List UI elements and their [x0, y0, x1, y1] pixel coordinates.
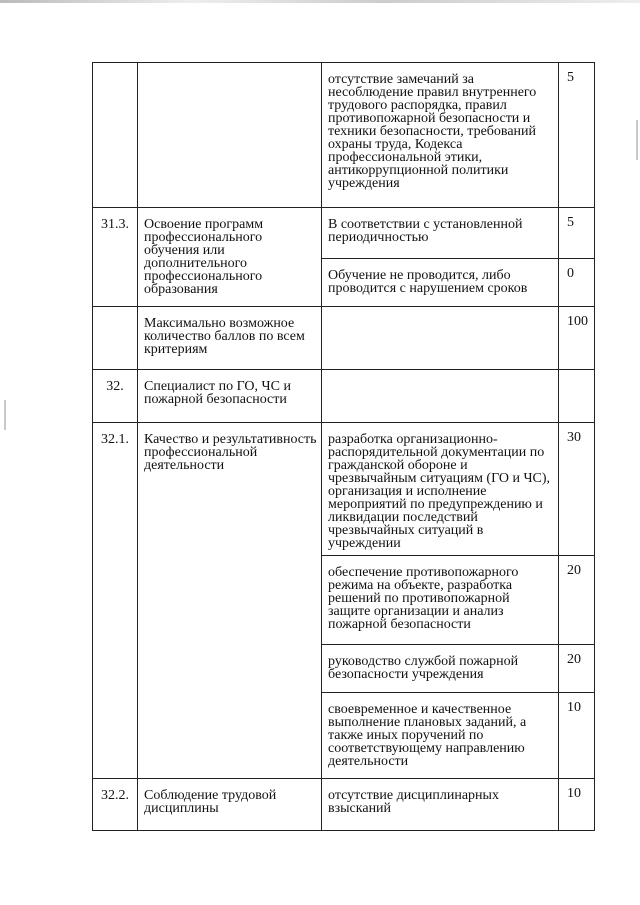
indicator-text: руководство службой пожарной безопасности учреждения — [322, 645, 559, 693]
criterion-name: Максимально возможное количество баллов по всем критериям — [138, 307, 322, 370]
indicator-text: отсутствие дисциплинарных взысканий — [322, 779, 559, 831]
score-cell: 30 — [559, 423, 595, 556]
table-row — [93, 208, 595, 259]
row-number: 32.2. — [93, 779, 138, 831]
criterion-name: Специалист по ГО, ЧС и пожарной безопасности — [138, 370, 322, 423]
scan-top-edge — [0, 0, 640, 3]
row-number: 32.1. — [93, 423, 138, 779]
scan-edge-mark — [4, 400, 6, 430]
criterion-name: Освоение программ профессионального обучения или дополнительного профессионального образования — [138, 208, 322, 307]
indicator-text: В соответствии с установленной периодичностью — [322, 208, 559, 259]
table-row — [93, 423, 595, 556]
score-cell: 10 — [559, 693, 595, 779]
row-number: 31.3. — [93, 208, 138, 307]
score-cell: 100 — [559, 307, 595, 370]
score-cell: 5 — [559, 63, 595, 208]
indicator-text: отсутствие замечаний за несоблюдение правил внутреннего трудового распорядка, правил противопожарной безопасности и техники безопасности, требований охраны труда, Кодекса профессиональной этики, антикоррупционной политики учреждения — [322, 63, 559, 208]
table-row — [93, 63, 595, 208]
table-row — [93, 307, 595, 370]
criterion-name — [138, 63, 322, 208]
indicator-text — [322, 307, 559, 370]
criterion-name: Соблюдение трудовой дисциплины — [138, 779, 322, 831]
scan-edge-mark — [636, 120, 638, 160]
criterion-name: Качество и результативность профессиональной деятельности — [138, 423, 322, 779]
score-cell: 10 — [559, 779, 595, 831]
indicator-text: обеспечение противопожарного режима на объекте, разработка решений по противопожарной защите организации и анализ пожарной безопасности — [322, 556, 559, 645]
indicator-text: Обучение не проводится, либо проводится с нарушением сроков — [322, 259, 559, 307]
score-cell: 20 — [559, 645, 595, 693]
row-number: 32. — [93, 370, 138, 423]
indicator-text: разработка организационно-распорядительной документации по гражданской обороне и чрезвычайным ситуациям (ГО и ЧС), организация и исполнение мероприятий по предупреждению и ликвидации последствий чрезвычайных ситуаций в учреждении — [322, 423, 559, 556]
indicator-text: своевременное и качественное выполнение плановых заданий, а также иных поручений по соответствующему направлению деятельности — [322, 693, 559, 779]
score-cell: 0 — [559, 259, 595, 307]
score-cell: 20 — [559, 556, 595, 645]
table-row — [93, 370, 595, 423]
row-number — [93, 63, 138, 208]
score-cell — [559, 370, 595, 423]
score-cell: 5 — [559, 208, 595, 259]
criteria-table — [92, 62, 595, 831]
table-row — [93, 779, 595, 831]
row-number — [93, 307, 138, 370]
indicator-text — [322, 370, 559, 423]
